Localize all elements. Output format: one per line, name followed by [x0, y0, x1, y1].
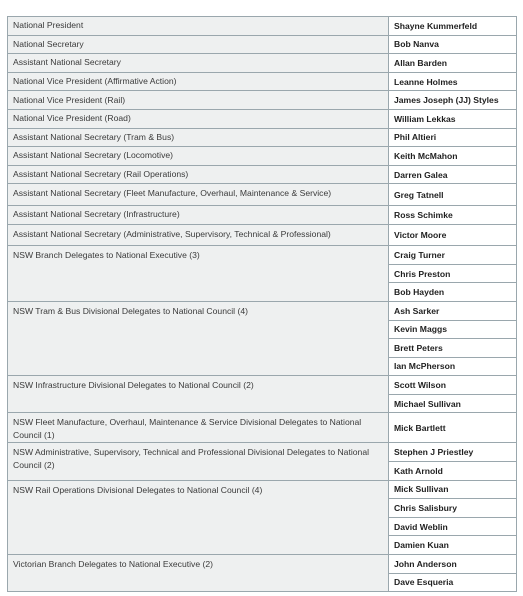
- name-cell: Michael Sullivan: [389, 394, 517, 413]
- name-cell: Damien Kuan: [389, 536, 517, 555]
- name-cell: Bob Hayden: [389, 283, 517, 302]
- position-cell: Victorian Branch Delegates to National Executive (2): [8, 555, 389, 592]
- position-cell: Assistant National Secretary (Locomotive): [8, 147, 389, 166]
- name-cell: Leanne Holmes: [389, 72, 517, 91]
- table-row: [8, 128, 517, 147]
- name-cell: Chris Salisbury: [389, 499, 517, 518]
- position-cell: Assistant National Secretary (Fleet Manufacture, Overhaul, Maintenance & Service): [8, 184, 389, 206]
- position-cell: National Vice President (Affirmative Action): [8, 72, 389, 91]
- name-cell: Greg Tatnell: [389, 184, 517, 206]
- position-cell: National Vice President (Road): [8, 109, 389, 128]
- position-cell: NSW Administrative, Supervisory, Technical and Professional Divisional Delegates to National Council (2): [8, 443, 389, 480]
- position-cell: Assistant National Secretary (Rail Operations): [8, 165, 389, 184]
- table-row: [8, 205, 517, 224]
- name-cell: Mick Sullivan: [389, 480, 517, 499]
- table-row: [8, 184, 517, 206]
- name-cell: Chris Preston: [389, 264, 517, 283]
- position-cell: Assistant National Secretary (Tram & Bus): [8, 128, 389, 147]
- name-cell: Mick Bartlett: [389, 413, 517, 443]
- name-cell: Allan Barden: [389, 54, 517, 73]
- name-cell: Ash Sarker: [389, 301, 517, 320]
- table-row: [8, 413, 517, 443]
- table-row: [8, 54, 517, 73]
- name-cell: William Lekkas: [389, 109, 517, 128]
- table-row: [8, 224, 517, 246]
- name-cell: Brett Peters: [389, 339, 517, 358]
- name-cell: John Anderson: [389, 555, 517, 574]
- position-cell: National President: [8, 17, 389, 36]
- name-cell: Shayne Kummerfeld: [389, 17, 517, 36]
- name-cell: Dave Esqueria: [389, 573, 517, 592]
- table-row: [8, 301, 517, 320]
- position-cell: Assistant National Secretary (Infrastructure): [8, 205, 389, 224]
- position-cell: Assistant National Secretary: [8, 54, 389, 73]
- name-cell: Stephen J Priestley: [389, 443, 517, 462]
- position-cell: NSW Fleet Manufacture, Overhaul, Maintenance & Service Divisional Delegates to National Council (1): [8, 413, 389, 443]
- name-cell: Bob Nanva: [389, 35, 517, 54]
- name-cell: Darren Galea: [389, 165, 517, 184]
- position-cell: NSW Branch Delegates to National Executive (3): [8, 246, 389, 302]
- name-cell: Ian McPherson: [389, 357, 517, 376]
- officials-table: [7, 16, 517, 592]
- name-cell: Phil Altieri: [389, 128, 517, 147]
- name-cell: David Weblin: [389, 517, 517, 536]
- name-cell: Victor Moore: [389, 224, 517, 246]
- name-cell: Ross Schimke: [389, 205, 517, 224]
- table-row: [8, 443, 517, 462]
- name-cell: Scott Wilson: [389, 376, 517, 395]
- table-row: [8, 109, 517, 128]
- name-cell: James Joseph (JJ) Styles: [389, 91, 517, 110]
- position-cell: NSW Infrastructure Divisional Delegates to National Council (2): [8, 376, 389, 413]
- position-cell: National Secretary: [8, 35, 389, 54]
- table-row: [8, 246, 517, 265]
- position-cell: NSW Rail Operations Divisional Delegates to National Council (4): [8, 480, 389, 554]
- name-cell: Kevin Maggs: [389, 320, 517, 339]
- position-cell: National Vice President (Rail): [8, 91, 389, 110]
- name-cell: Kath Arnold: [389, 462, 517, 481]
- table-row: [8, 480, 517, 499]
- table-row: [8, 35, 517, 54]
- position-cell: NSW Tram & Bus Divisional Delegates to National Council (4): [8, 301, 389, 375]
- officials-table-body: [8, 17, 517, 592]
- table-row: [8, 91, 517, 110]
- table-row: [8, 147, 517, 166]
- table-row: [8, 72, 517, 91]
- name-cell: Keith McMahon: [389, 147, 517, 166]
- table-row: [8, 555, 517, 574]
- table-row: [8, 17, 517, 36]
- table-row: [8, 165, 517, 184]
- table-row: [8, 376, 517, 395]
- name-cell: Craig Turner: [389, 246, 517, 265]
- position-cell: Assistant National Secretary (Administrative, Supervisory, Technical & Professional): [8, 224, 389, 246]
